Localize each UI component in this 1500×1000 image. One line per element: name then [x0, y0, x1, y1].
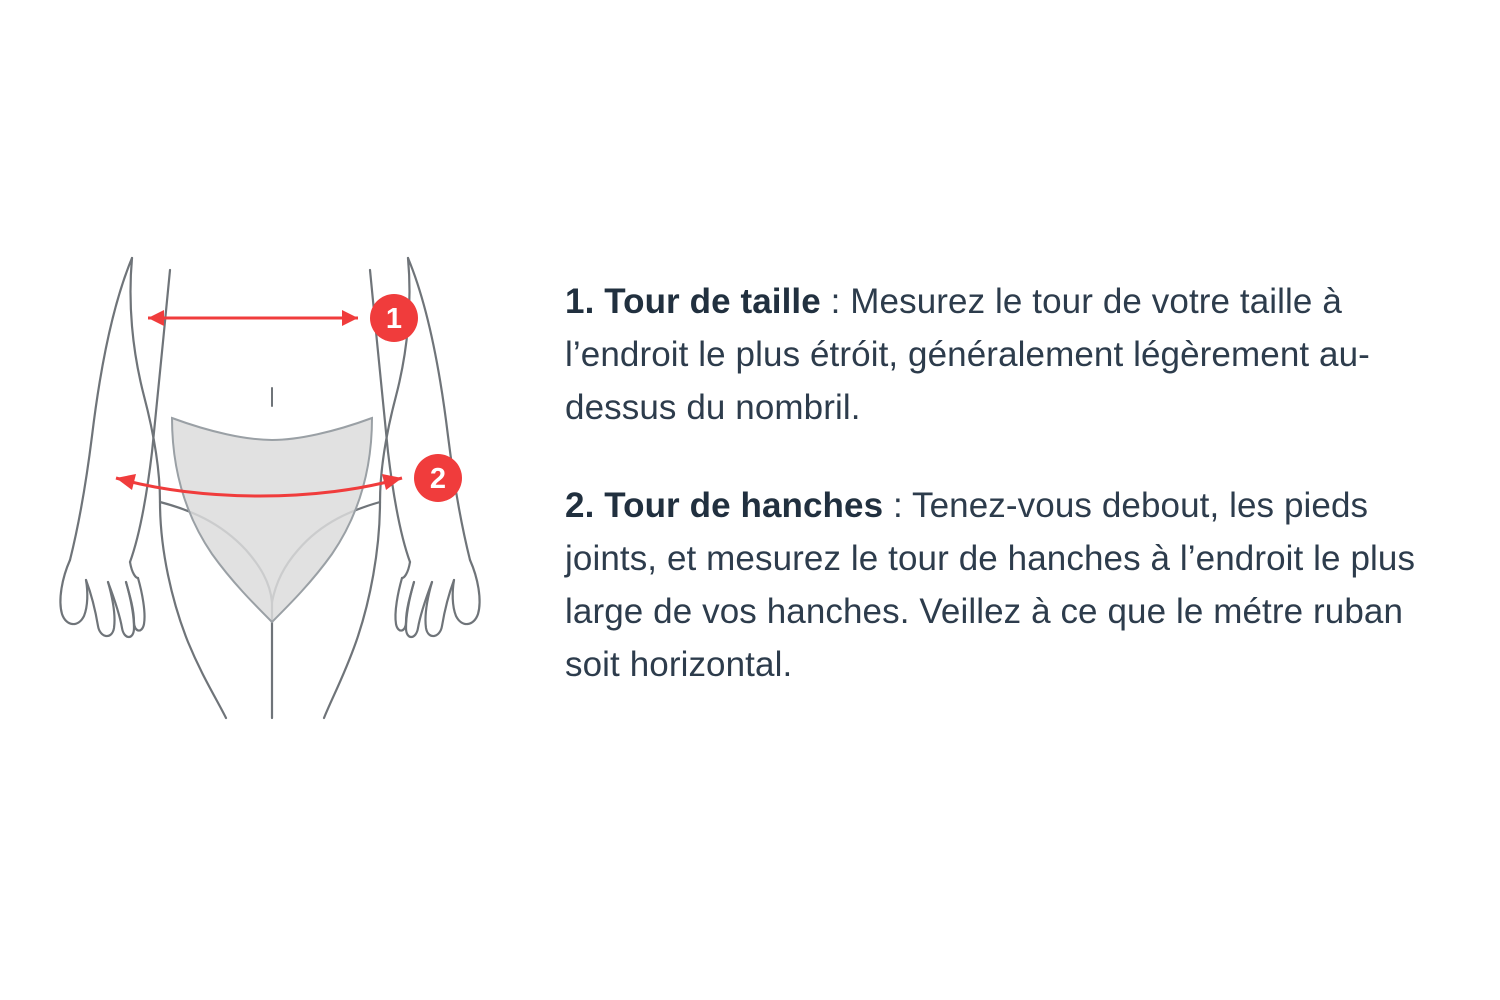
instructions-column	[565, 240, 1465, 726]
body-measurement-illustration	[20, 210, 520, 730]
instruction-waist-lead: 1. Tour de taille	[565, 282, 821, 321]
waist-measure-arrow	[148, 310, 358, 326]
instruction-hips	[565, 479, 1465, 692]
instruction-waist-body: : Mesurez le tour de votre taille à l’endroit le plus étróit, généralement légèrement au-dessus du nombril.	[565, 282, 1370, 428]
instruction-hips-lead: 2. Tour de hanches	[565, 485, 884, 525]
instruction-hips-body: : Tenez-vous debout, les pieds joints, et mesurez le tour de hanches à l’endroit le plus large de vos hanches. Veillez à ce que le métre ruban soit horizontal.	[565, 485, 1416, 685]
marker-2	[414, 454, 462, 502]
svg-text:1: 1	[385, 303, 403, 335]
instruction-waist	[565, 275, 1465, 435]
marker-1	[370, 294, 418, 342]
garment-shape	[172, 418, 372, 622]
svg-text:2: 2	[429, 463, 447, 495]
